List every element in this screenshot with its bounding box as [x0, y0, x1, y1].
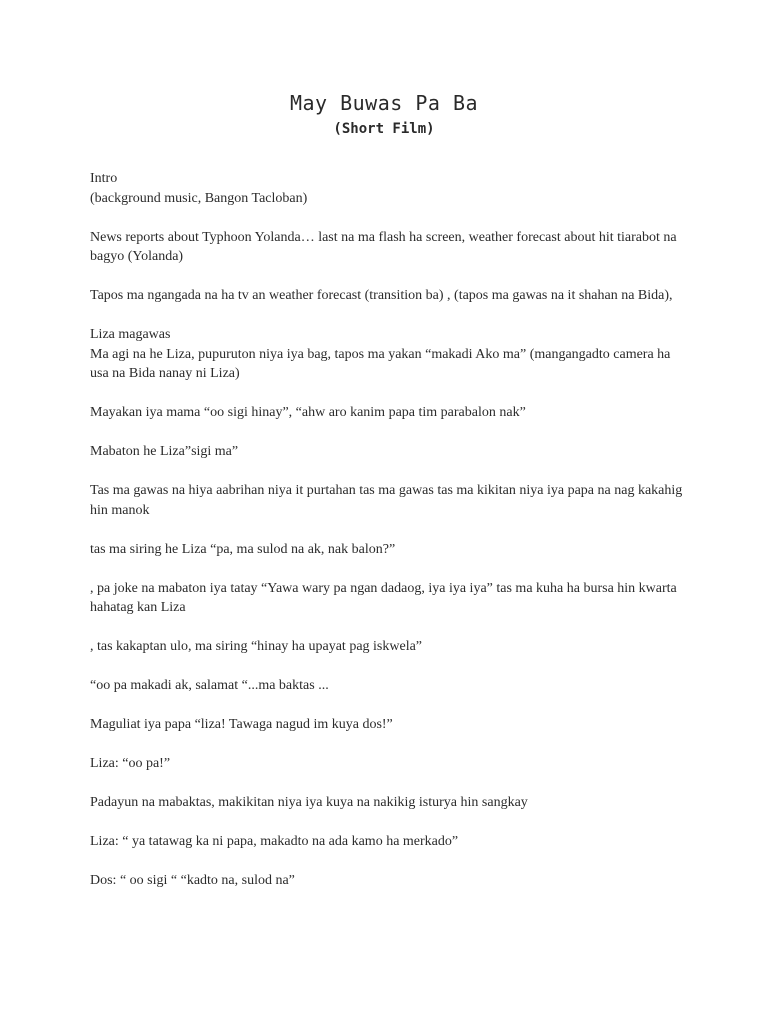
- document-subtitle: (Short Film): [333, 121, 435, 137]
- document-title: May Buwas Pa Ba: [289, 91, 479, 115]
- script-paragraph: Liza magawas Ma agi na he Liza, pupuruton niya iya bag, tapos ma yakan “makadi Ako ma” (mangangadto camera ha usa na Bida nanay ni Liza): [90, 327, 671, 381]
- script-paragraph: , pa joke na mabaton iya tatay “Yawa wary pa ngan dadaog, iya iya iya” tas ma kuha ha bursa hin kwarta hahatag kan Liza: [90, 580, 681, 615]
- script-paragraph: Tas ma gawas na hiya aabrihan niya it purtahan tas ma gawas tas ma kikitan niya iya papa na nag kakahig hin manok: [90, 483, 686, 518]
- script-paragraph: tas ma siring he Liza “pa, ma sulod na ak, nak balon?”: [90, 541, 396, 557]
- script-paragraph: Mayakan iya mama “oo sigi hinay”, “ahw aro kanim papa tim parabalon nak”: [90, 405, 526, 420]
- script-paragraph: Intro (background music, Bangon Tacloban): [90, 171, 308, 206]
- script-paragraph: “oo pa makadi ak, salamat “...ma baktas ...: [90, 678, 329, 693]
- script-paragraph: Liza: “oo pa!”: [90, 756, 171, 771]
- script-paragraph: Liza: “ ya tatawag ka ni papa, makadto na ada kamo ha merkado”: [90, 834, 459, 849]
- script-paragraph: Maguliat iya papa “liza! Tawaga nagud im kuya dos!”: [90, 717, 393, 732]
- script-paragraph: Dos: “ oo sigi “ “kadto na, sulod na”: [90, 873, 295, 888]
- script-paragraph: Tapos ma ngangada na ha tv an weather forecast (transition ba) , (tapos ma gawas na it shahan na Bida),: [90, 288, 673, 303]
- script-body: [90, 169, 690, 910]
- script-paragraph: Padayun na mabaktas, makikitan niya iya kuya na nakikig isturya hin sangkay: [90, 795, 528, 810]
- script-paragraph: Mabaton he Liza”sigi ma”: [90, 444, 239, 459]
- script-paragraph: News reports about Typhoon Yolanda… last na ma flash ha screen, weather forecast about hit tiarabot na bagyo (Yolanda): [90, 229, 681, 264]
- script-paragraph: , tas kakaptan ulo, ma siring “hinay ha upayat pag iskwela”: [90, 639, 423, 654]
